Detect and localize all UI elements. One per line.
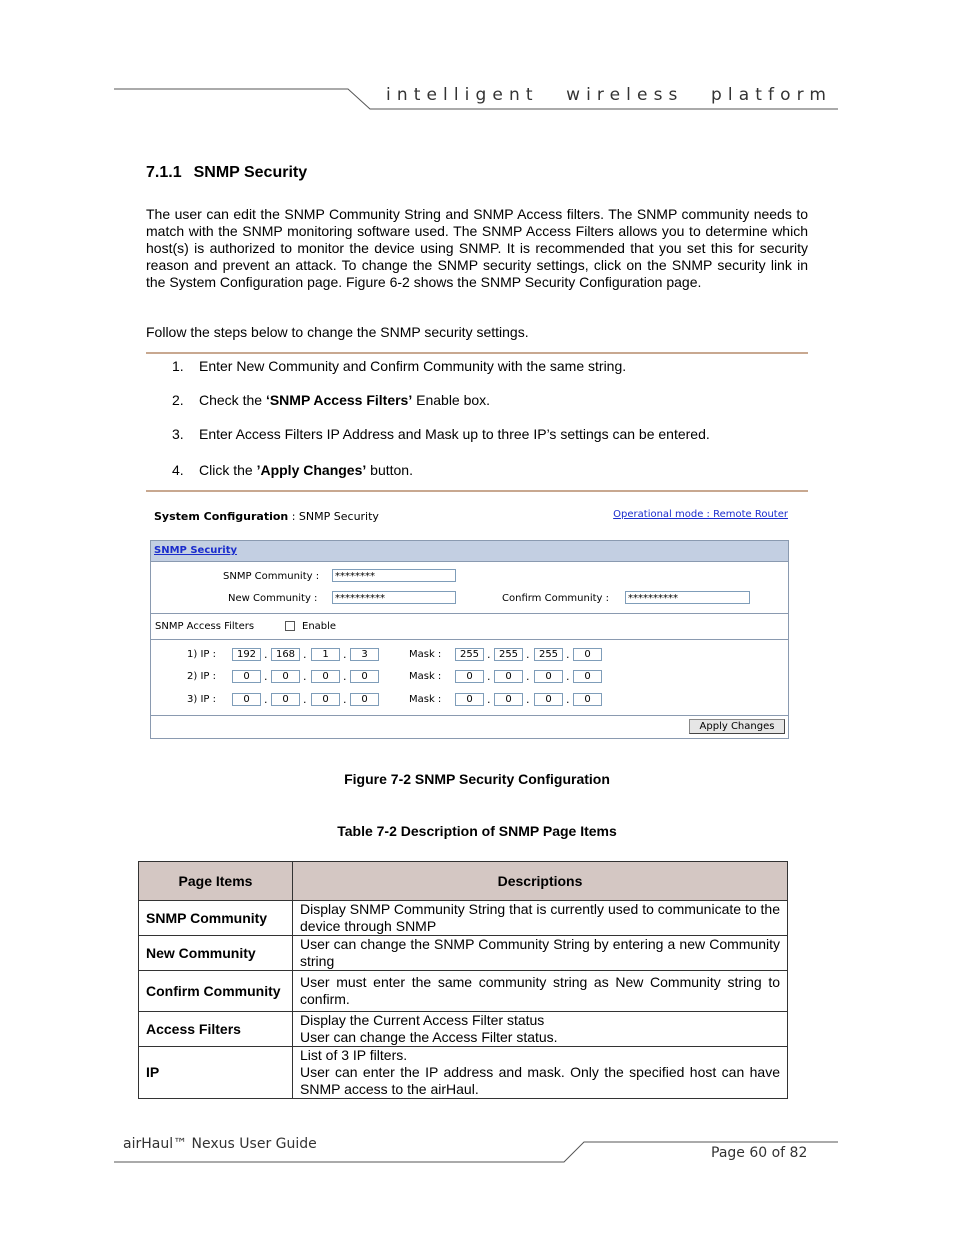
section-heading (146, 164, 307, 182)
ip-octet-input[interactable]: 0 (350, 693, 379, 706)
octet-dot: . (566, 693, 570, 706)
mask-octet-input[interactable]: 0 (534, 693, 563, 706)
snmp-config-panel (150, 540, 789, 739)
octet-dot: . (487, 670, 491, 683)
octet-dot: . (303, 693, 307, 706)
follow-paragraph: Follow the steps below to change the SNMP security settings. (146, 324, 529, 340)
table-row (139, 936, 788, 971)
octet-dot: . (487, 693, 491, 706)
row-description: User must enter the same community string as New Community string to confirm. (293, 971, 788, 1012)
ip-octet-input[interactable]: 168 (271, 648, 300, 661)
panel-header (151, 541, 788, 562)
snmp-security-link[interactable]: SNMP Security (154, 545, 238, 556)
footer-page-number: Page 60 of 82 (711, 1145, 808, 1161)
octet-dot: . (303, 670, 307, 683)
mask-row-label: Mask : (409, 649, 442, 660)
octet-dot: . (343, 693, 347, 706)
steps-bottom-rule (146, 490, 808, 492)
mask-octet-input[interactable]: 255 (534, 648, 563, 661)
mask-row-label: Mask : (409, 671, 442, 682)
ip-octet-input[interactable]: 0 (311, 693, 340, 706)
panel-divider (151, 715, 788, 716)
octet-dot: . (526, 648, 530, 661)
intro-paragraph: The user can edit the SNMP Community String and SNMP Access filters. The SNMP community needs to match with the SNMP monitoring software used. The SNMP Access Filters allows you to determine which host(s) is authorized to monitor the device using SNMP. It is recommended that you set this for security reason and prevent an attack. To change the SNMP security settings, click on the SNMP security link in the System Configuration page. Figure 6-2 shows the SNMP Security Configuration page. (146, 206, 808, 290)
panel-divider (151, 613, 788, 614)
mask-row-label: Mask : (409, 694, 442, 705)
ip-octet-input[interactable]: 0 (232, 670, 261, 683)
row-description: Display the Current Access Filter status User can change the Access Filter status. (293, 1012, 788, 1047)
table-row (139, 971, 788, 1012)
octet-dot: . (566, 670, 570, 683)
apply-changes-button[interactable]: Apply Changes (689, 719, 785, 734)
mask-octet-input[interactable]: 0 (573, 670, 602, 683)
table-row (139, 1047, 788, 1099)
section-number: 7.1.1 (146, 164, 182, 181)
step-item: 3. Enter Access Filters IP Address and Mask up to three IP’s settings can be entered. (172, 426, 710, 442)
new-community-label: New Community : (228, 593, 318, 604)
operational-mode-link[interactable]: Operational mode : Remote Router (613, 509, 788, 520)
snmp-community-label: SNMP Community : (223, 571, 320, 582)
snmp-community-field[interactable]: ******** (332, 569, 456, 582)
header-descriptions: Descriptions (293, 862, 788, 901)
row-description: List of 3 IP filters. User can enter the IP address and mask. Only the specified host can have SNMP access to the airHaul. (293, 1047, 788, 1099)
header-page-items: Page Items (139, 862, 293, 901)
octet-dot: . (343, 648, 347, 661)
mask-octet-input[interactable]: 0 (455, 670, 484, 683)
step-item: 2. Check the ‘SNMP Access Filters’ Enable box. (172, 392, 491, 408)
ip-octet-input[interactable]: 0 (350, 670, 379, 683)
confirm-community-label: Confirm Community : (502, 593, 610, 604)
step-item: 4. Click the ’Apply Changes’ button. (172, 462, 413, 478)
row-item: IP (139, 1047, 293, 1099)
mask-octet-input[interactable]: 0 (534, 670, 563, 683)
mask-octet-input[interactable]: 0 (494, 693, 523, 706)
steps-top-rule (146, 352, 808, 354)
octet-dot: . (264, 670, 268, 683)
ip-octet-input[interactable]: 0 (271, 693, 300, 706)
figure-caption: Figure 7-2 SNMP Security Configuration (344, 771, 610, 787)
snmp-security-screenshot (150, 506, 790, 742)
new-community-field[interactable]: ********** (332, 591, 456, 604)
octet-dot: . (526, 693, 530, 706)
access-filters-label: SNMP Access Filters (155, 621, 255, 632)
row-description: Display SNMP Community String that is currently used to communicate to the device through SNMP (293, 901, 788, 936)
header-tagline: intelligent wireless platform (386, 85, 833, 105)
section-title: SNMP Security (193, 164, 308, 181)
ip-octet-input[interactable]: 192 (232, 648, 261, 661)
ip-octet-input[interactable]: 3 (350, 648, 379, 661)
table-header-row (139, 862, 788, 901)
octet-dot: . (526, 670, 530, 683)
enable-checkbox[interactable] (285, 621, 295, 631)
ip-row-label: 1) IP : (187, 649, 216, 660)
description-table (138, 861, 788, 1099)
ip-row-label: 2) IP : (187, 671, 216, 682)
octet-dot: . (487, 648, 491, 661)
ip-row-label: 3) IP : (187, 694, 216, 705)
step-item: 1. Enter New Community and Confirm Community with the same string. (172, 358, 627, 374)
ip-octet-input[interactable]: 1 (311, 648, 340, 661)
row-item: Access Filters (139, 1012, 293, 1047)
row-item: SNMP Community (139, 901, 293, 936)
panel-divider (151, 639, 788, 640)
ip-octet-input[interactable]: 0 (232, 693, 261, 706)
table-row (139, 901, 788, 936)
row-item: New Community (139, 936, 293, 971)
mask-octet-input[interactable]: 0 (455, 693, 484, 706)
octet-dot: . (343, 670, 347, 683)
mask-octet-input[interactable]: 255 (455, 648, 484, 661)
row-item: Confirm Community (139, 971, 293, 1012)
octet-dot: . (264, 648, 268, 661)
table-row (139, 1012, 788, 1047)
mask-octet-input[interactable]: 0 (573, 693, 602, 706)
mask-octet-input[interactable]: 0 (573, 648, 602, 661)
octet-dot: . (264, 693, 268, 706)
row-description: User can change the SNMP Community String by entering a new Community string (293, 936, 788, 971)
enable-label: Enable (302, 621, 337, 632)
mask-octet-input[interactable]: 255 (494, 648, 523, 661)
octet-dot: . (566, 648, 570, 661)
ip-octet-input[interactable]: 0 (311, 670, 340, 683)
footer-guide-title: airHaul™ Nexus User Guide (123, 1136, 317, 1152)
ip-octet-input[interactable]: 0 (271, 670, 300, 683)
mask-octet-input[interactable]: 0 (494, 670, 523, 683)
confirm-community-field[interactable]: ********** (625, 591, 750, 604)
table-caption: Table 7-2 Description of SNMP Page Items (337, 823, 617, 839)
octet-dot: . (303, 648, 307, 661)
screenshot-title: System Configuration : SNMP Security (154, 510, 379, 523)
